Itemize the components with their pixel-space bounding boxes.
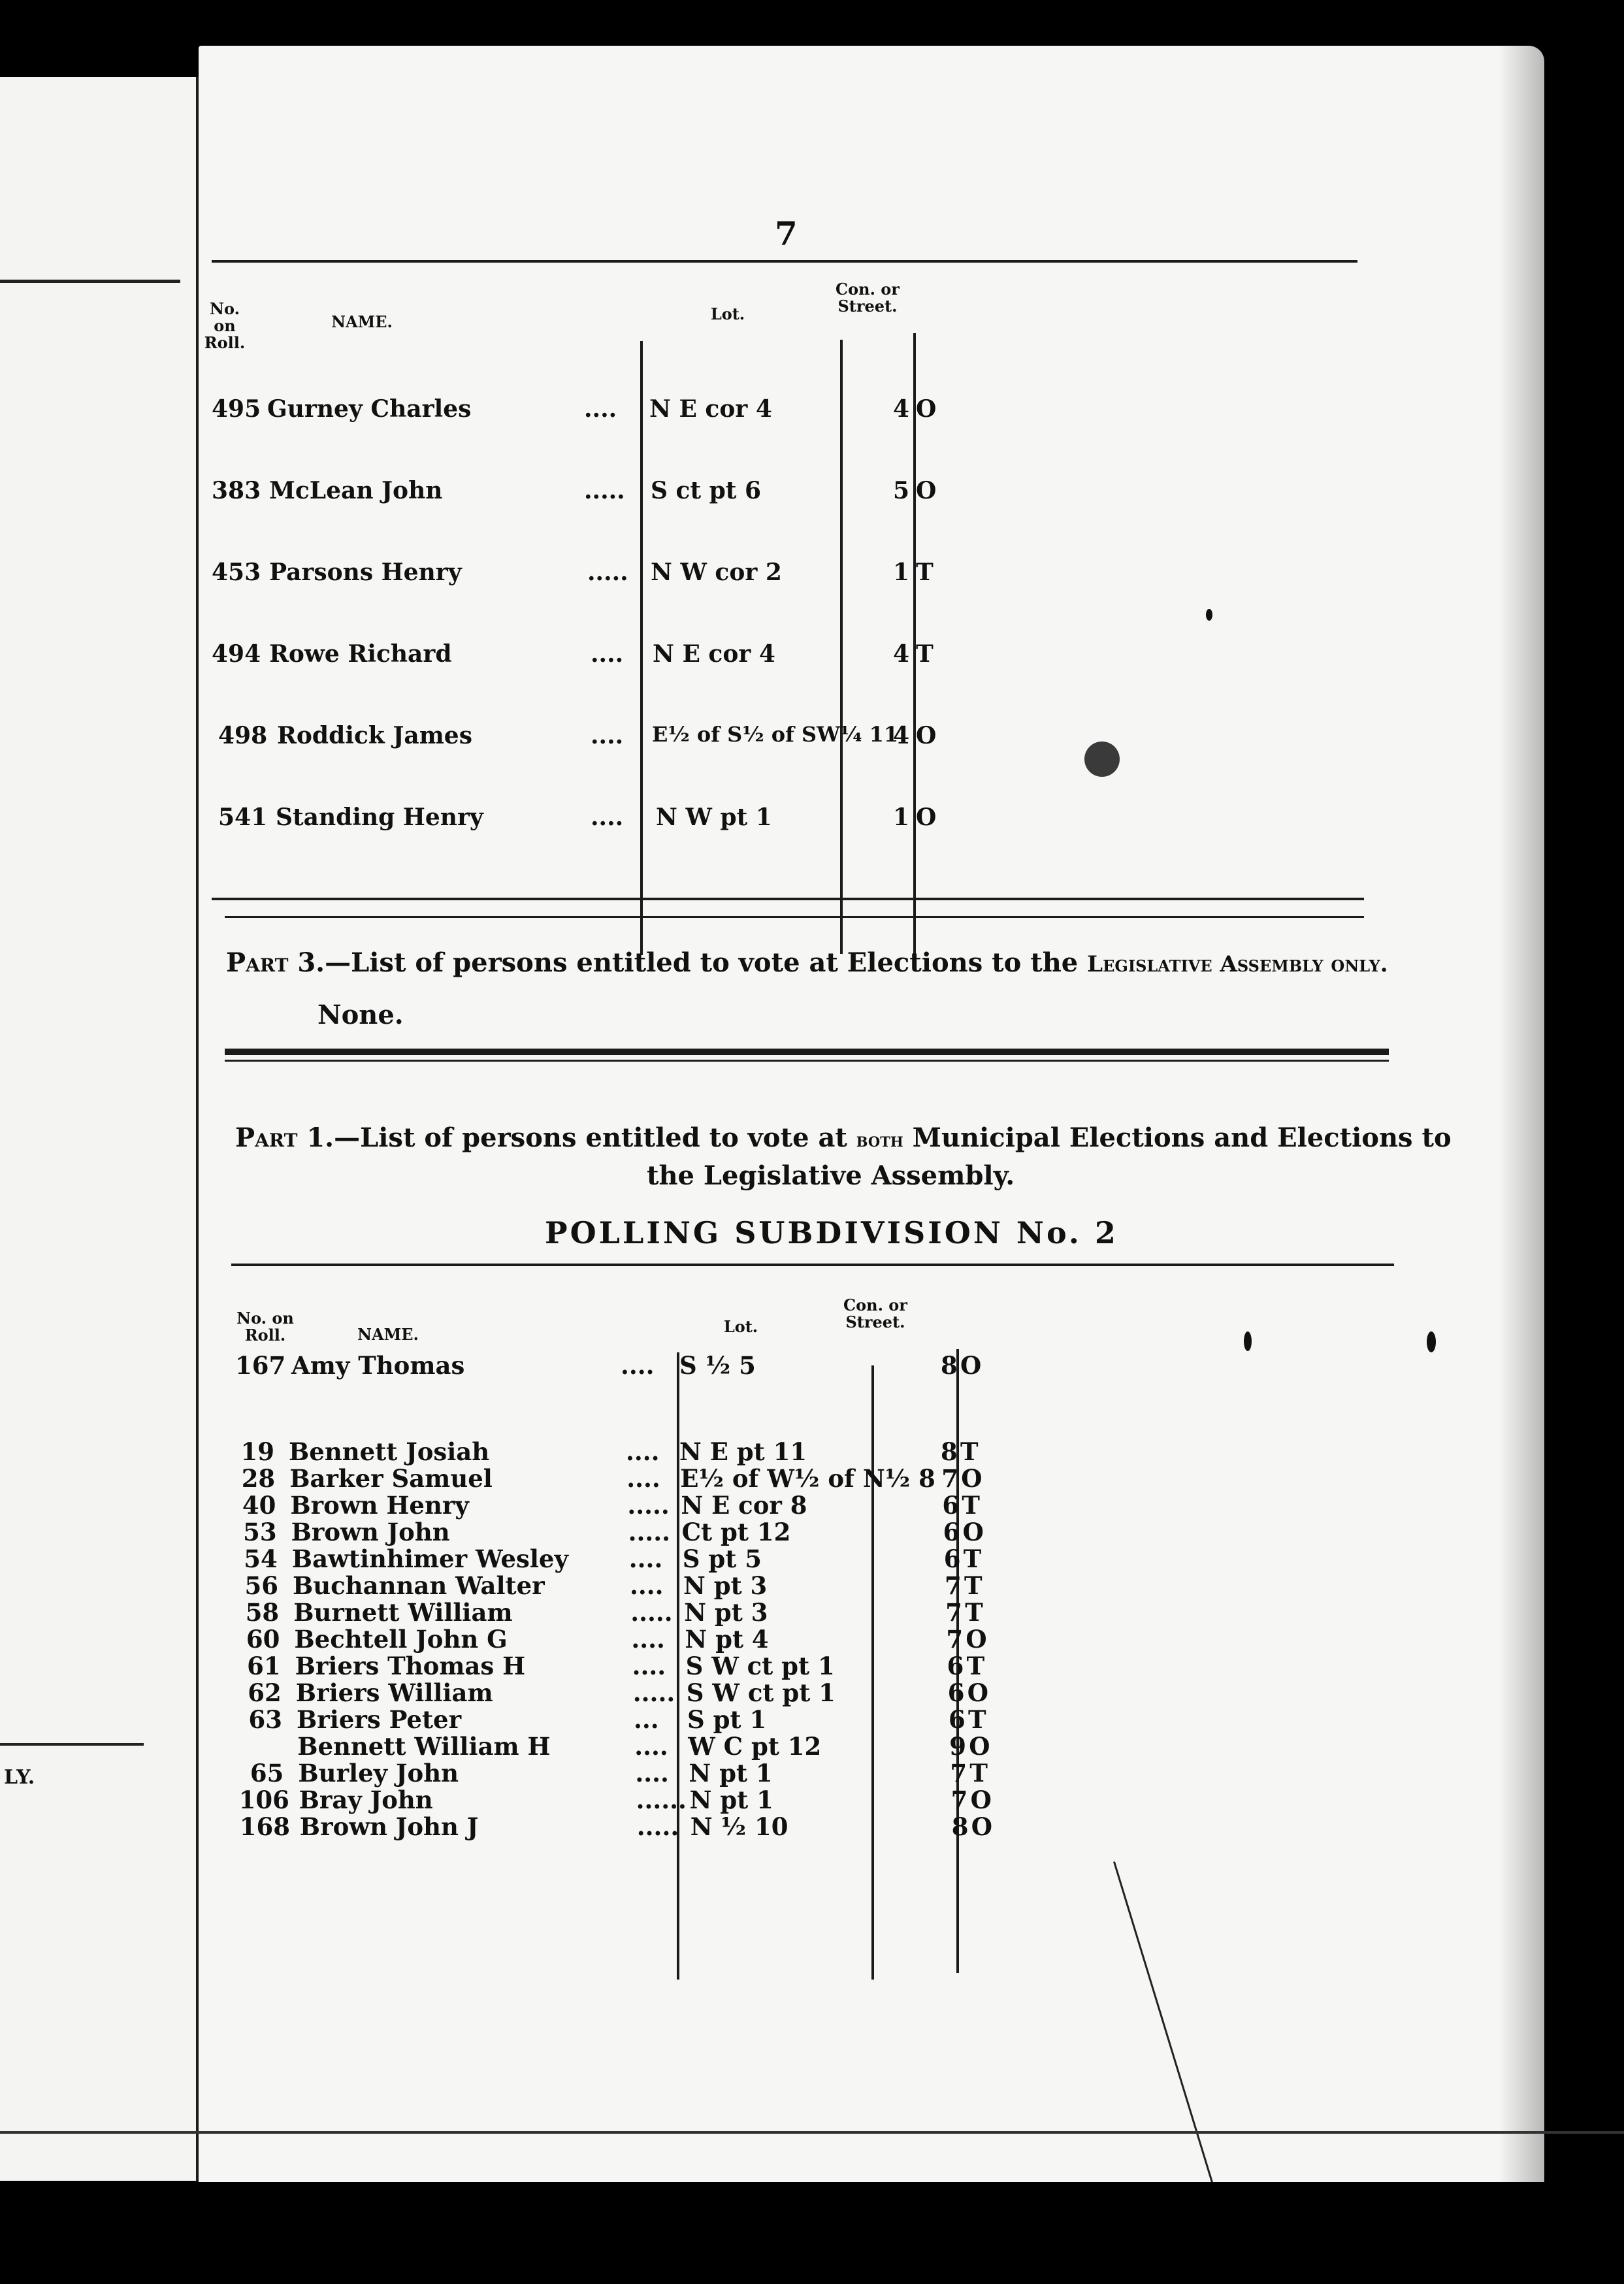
lot-value: E½ of W½ of N½ 8 [680, 1464, 935, 1493]
leader-dots: .... [628, 1544, 663, 1573]
roll-number: 56 [244, 1571, 278, 1600]
voter-name: Bechtell John G [294, 1625, 508, 1654]
con-number: 6 [949, 1705, 966, 1734]
part3-heading [226, 947, 1388, 978]
leader-dots: .... [634, 1732, 668, 1761]
document-page [199, 46, 1544, 2195]
lot-value: W C pt 12 [688, 1732, 822, 1761]
roll-number: 60 [246, 1625, 280, 1654]
part1-text: —List of persons entitled to vote at [334, 1122, 847, 1153]
voter-name: Roddick James [277, 722, 472, 749]
roll-number: 63 [248, 1705, 282, 1734]
name-header-2: NAME. [357, 1325, 419, 1344]
con-number: 4 [893, 640, 910, 668]
part1-heading-line2: the Legislative Assembly. [647, 1160, 1015, 1191]
lot-value: N W cor 2 [651, 559, 782, 586]
voter-name: Bray John [299, 1786, 433, 1814]
con-number: 4 [893, 395, 910, 423]
table-row [239, 1573, 1023, 1599]
con-number: 7 [941, 1464, 958, 1493]
lot-value: N E pt 11 [679, 1437, 807, 1466]
facing-page-edge [0, 77, 201, 2181]
part2-end-rule [212, 898, 1364, 900]
ink-speck [1244, 1331, 1252, 1351]
vote-code: T [966, 1652, 985, 1680]
table-row [238, 1786, 1030, 1814]
table-row [242, 1680, 1026, 1706]
part3-none: None. [317, 1000, 404, 1030]
lot-value: S ½ 5 [679, 1351, 756, 1380]
table-row [212, 559, 934, 604]
lot-value: N pt 3 [683, 1571, 768, 1600]
voter-name: Brown John [291, 1518, 450, 1546]
roll-number: 19 [240, 1437, 274, 1466]
table-row [240, 1599, 1024, 1625]
leader-dots: ..... [636, 1812, 679, 1841]
table-row [236, 1492, 1020, 1518]
part2-end-rule-2 [225, 916, 1364, 918]
leader-dots: .... [591, 804, 624, 831]
voter-name: Burnett William [293, 1598, 513, 1627]
con-number: 4 [893, 722, 910, 749]
polling-subdivision-title [545, 1215, 1118, 1250]
lot-value: S W ct pt 1 [686, 1678, 836, 1707]
table-row [240, 1626, 1024, 1652]
roll-number: 168 [239, 1812, 291, 1841]
lot-value: N pt 1 [689, 1786, 773, 1814]
voter-name: Gurney Charles [267, 395, 472, 423]
voter-name: Bennett William H [297, 1732, 551, 1761]
part-divider-thin [225, 1060, 1389, 1062]
lot-value: N E cor 8 [681, 1491, 807, 1520]
page-shadow [1499, 46, 1544, 2195]
part1-label: Part 1. [235, 1122, 334, 1153]
leader-dots: .... [584, 395, 617, 423]
roll-number: 383 [212, 477, 261, 504]
table-row [212, 395, 937, 441]
table-row [238, 1519, 1022, 1545]
voter-name: Briers Peter [297, 1705, 462, 1734]
lot-value: E½ of S½ of SW¼ 11 [652, 722, 899, 747]
table-row [242, 1653, 1026, 1679]
roll-header-2: No. on Roll. [236, 1309, 294, 1345]
table-row [235, 1439, 1019, 1465]
roll-number: 494 [212, 640, 261, 668]
table-row [244, 1733, 1028, 1759]
voter-name: Brown John J [299, 1812, 479, 1841]
vote-code: O [967, 1678, 989, 1707]
part3-label: Part 3. [226, 947, 325, 978]
lot-value: Ct pt 12 [681, 1518, 791, 1546]
voter-name: Rowe Richard [269, 640, 452, 668]
vote-code: O [970, 1786, 992, 1814]
vote-code: T [962, 1491, 980, 1520]
table-row [243, 1706, 1027, 1733]
con-number: 8 [941, 1437, 958, 1466]
part3-text: —List of persons entitled to vote at Elections to the [325, 947, 1079, 978]
roll-number: 53 [243, 1518, 277, 1546]
facing-page-rule-lower [0, 1743, 144, 1746]
con-number: 1 [893, 559, 910, 586]
table-row [236, 1465, 1020, 1492]
vote-code: O [971, 1812, 993, 1841]
leader-dots: .... [626, 1464, 660, 1493]
lot-value: N W pt 1 [656, 804, 772, 831]
con-number: 6 [943, 1518, 960, 1546]
table-row [212, 640, 934, 686]
lot-value: N pt 4 [685, 1625, 769, 1654]
table-row [244, 1760, 1028, 1786]
voter-name: Buchannan Walter [293, 1571, 545, 1600]
ink-speck [1206, 609, 1212, 621]
table-row [238, 1546, 1022, 1572]
con-number: 5 [893, 477, 910, 504]
vote-code: O [969, 1732, 990, 1761]
leader-dots: ... [634, 1705, 659, 1734]
page-number: 7 [775, 214, 798, 253]
lot-value: N E cor 4 [649, 395, 772, 423]
part1-text-b: Municipal Elections and Elections to [912, 1122, 1452, 1153]
leader-dots: .... [626, 1437, 660, 1466]
voter-name: Amy Thomas [291, 1351, 465, 1380]
scan-border-bottom [0, 2182, 1624, 2284]
table-row-first [235, 1352, 1019, 1379]
vote-code: T [916, 640, 934, 668]
roll-number: 65 [250, 1759, 284, 1787]
vote-code: O [962, 1518, 984, 1546]
con-number: 1 [893, 804, 910, 831]
facing-page-rule [0, 280, 180, 283]
roll-number: 106 [238, 1786, 289, 1814]
roll-number: 453 [212, 559, 261, 586]
vote-code: T [964, 1571, 983, 1600]
con-number: 8 [951, 1812, 969, 1841]
lot-value: N E cor 4 [653, 640, 775, 668]
voter-name: Burley John [298, 1759, 459, 1787]
leader-dots: .... [621, 1351, 655, 1380]
con-number: 6 [942, 1491, 960, 1520]
leader-dots: .... [630, 1571, 664, 1600]
lot-value: N pt 3 [684, 1598, 768, 1627]
lot-header: Lot. [710, 304, 745, 323]
polling-title-text: POLLING SUBDIVISION No. [545, 1215, 1082, 1250]
voter-name: Briers Thomas H [295, 1652, 526, 1680]
leader-dots: .... [591, 640, 624, 668]
roll-number: 541 [218, 804, 268, 831]
leader-dots: .... [631, 1625, 665, 1654]
polling-rule [231, 1264, 1394, 1266]
name-header: NAME. [331, 312, 393, 331]
vote-code: O [916, 722, 937, 749]
ink-speck [1427, 1331, 1436, 1352]
vote-code: O [961, 1464, 983, 1493]
voter-name: Bawtinhimer Wesley [291, 1544, 568, 1573]
scan-scratch [1113, 1861, 1222, 2211]
roll-number: 61 [247, 1652, 281, 1680]
roll-number: 62 [248, 1678, 282, 1707]
vote-code: O [966, 1625, 987, 1654]
voter-name: McLean John [269, 477, 443, 504]
lot-value: S pt 1 [687, 1705, 767, 1734]
lot-header-2: Lot. [723, 1317, 758, 1336]
roll-number: 167 [235, 1351, 286, 1380]
table-row [239, 1812, 1030, 1841]
voter-name: Brown Henry [290, 1491, 469, 1520]
vote-code: T [968, 1705, 986, 1734]
leader-dots: ..... [584, 477, 625, 504]
facing-page-text: LY. [4, 1766, 35, 1789]
roll-number: 28 [241, 1464, 276, 1493]
vote-code: T [916, 559, 934, 586]
roll-number: 54 [244, 1544, 278, 1573]
ink-blot [1084, 742, 1120, 777]
page-bottom-rule [0, 2131, 1624, 2134]
con-number: 6 [947, 1652, 964, 1680]
table-row [212, 722, 943, 768]
roll-number: 498 [218, 722, 268, 749]
con-number: 7 [945, 1598, 962, 1627]
voter-name: Briers William [295, 1678, 493, 1707]
vote-code: T [963, 1544, 982, 1573]
roll-header: No. on Roll. [204, 299, 246, 352]
leader-dots: ..... [587, 559, 628, 586]
header-rule [212, 260, 1357, 263]
polling-number: 2 [1094, 1215, 1118, 1250]
con-number: 8 [941, 1351, 958, 1380]
con-number: 7 [950, 1786, 968, 1814]
vote-code: T [965, 1598, 983, 1627]
part1-entries [235, 1439, 1032, 1857]
roll-number: 40 [242, 1491, 276, 1520]
lot-value: S ct pt 6 [651, 477, 761, 504]
vote-code: T [960, 1437, 979, 1466]
vote-code: O [960, 1351, 982, 1380]
con-number: 7 [946, 1625, 964, 1654]
con-number: 6 [947, 1678, 965, 1707]
voter-name: Bennett Josiah [289, 1437, 490, 1466]
roll-number: 495 [212, 395, 261, 423]
con-header: Con. or Street. [836, 280, 900, 316]
table-row [212, 477, 937, 523]
part-divider-thick [225, 1049, 1389, 1055]
leader-dots: .... [635, 1759, 669, 1787]
con-number: 6 [943, 1544, 961, 1573]
table-row [212, 804, 937, 849]
con-number: 7 [945, 1571, 962, 1600]
leader-dots: ...... [636, 1786, 687, 1814]
lot-value: S pt 5 [682, 1544, 762, 1573]
roll-number: 58 [245, 1598, 280, 1627]
part3-emphasis: Legislative Assembly only. [1087, 951, 1388, 977]
lot-value: N ½ 10 [690, 1812, 788, 1841]
voter-name: Standing Henry [276, 804, 483, 831]
voter-name: Parsons Henry [269, 559, 462, 586]
con-number: 9 [949, 1732, 966, 1761]
vote-code: T [969, 1759, 988, 1787]
voter-name: Barker Samuel [289, 1464, 493, 1493]
leader-dots: ..... [632, 1678, 675, 1707]
vote-code: O [916, 395, 937, 423]
lot-value: S W ct pt 1 [685, 1652, 835, 1680]
part1-both: both [856, 1129, 903, 1152]
lot-value: N pt 1 [689, 1759, 773, 1787]
con-header-2: Con. or Street. [843, 1296, 907, 1331]
leader-dots: .... [632, 1652, 666, 1680]
con-number: 7 [950, 1759, 967, 1787]
vote-code: O [916, 804, 937, 831]
leader-dots: ..... [628, 1518, 671, 1546]
part1-heading [235, 1122, 1452, 1153]
leader-dots: .... [591, 722, 624, 749]
vote-code: O [916, 477, 937, 504]
leader-dots: ..... [627, 1491, 670, 1520]
leader-dots: ..... [630, 1598, 673, 1627]
